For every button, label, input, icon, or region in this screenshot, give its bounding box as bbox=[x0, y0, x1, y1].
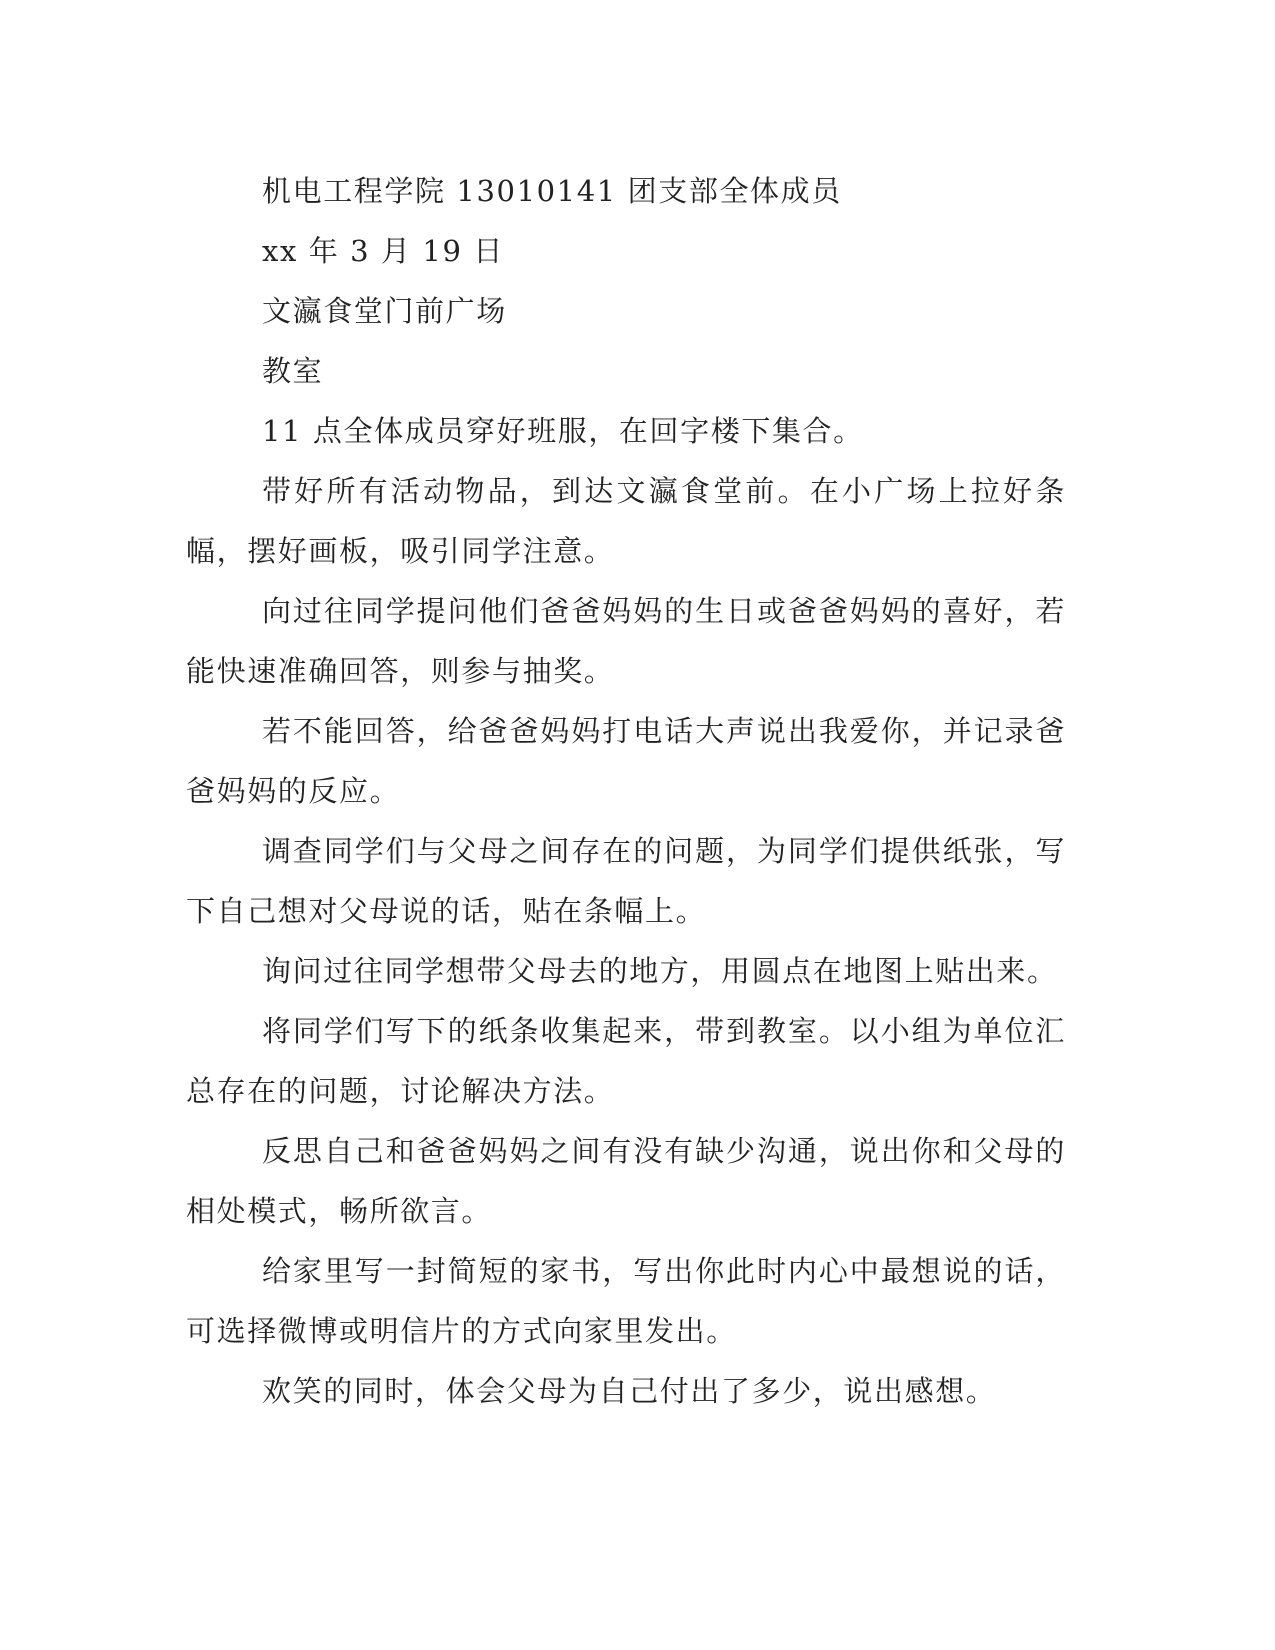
location-line: 文瀛食堂门前广场 bbox=[262, 294, 507, 328]
date-line: xx 年 3 月 19 日 bbox=[262, 234, 504, 268]
participants-line: 机电工程学院 13010141 团支部全体成员 bbox=[262, 174, 842, 208]
paragraph: 11 点全体成员穿好班服，在回字楼下集合。 bbox=[262, 414, 864, 448]
paragraph: 调查同学们与父母之间存在的问题，为同学们提供纸张，写下自己想对父母说的话，贴在条幅上。 bbox=[186, 834, 1066, 928]
paragraph: 询问过往同学想带父母去的地方，用圆点在地图上贴出来。 bbox=[262, 954, 1058, 988]
paragraph: 带好所有活动物品，到达文瀛食堂前。在小广场上拉好条幅，摆好画板，吸引同学注意。 bbox=[186, 474, 1066, 568]
paragraph: 反思自己和爸爸妈妈之间有没有缺少沟通，说出你和父母的相处模式，畅所欲言。 bbox=[186, 1134, 1066, 1228]
paragraph: 向过往同学提问他们爸爸妈妈的生日或爸爸妈妈的喜好，若能快速准确回答，则参与抽奖。 bbox=[186, 594, 1066, 688]
paragraph: 给家里写一封简短的家书，写出你此时内心中最想说的话，可选择微博或明信片的方式向家里发出。 bbox=[186, 1254, 1066, 1348]
paragraph: 将同学们写下的纸条收集起来，带到教室。以小组为单位汇总存在的问题，讨论解决方法。 bbox=[186, 1014, 1066, 1108]
document-body bbox=[186, 161, 1066, 1421]
paragraph: 若不能回答，给爸爸妈妈打电话大声说出我爱你，并记录爸爸妈妈的反应。 bbox=[186, 714, 1066, 808]
classroom-line: 教室 bbox=[262, 354, 324, 388]
paragraph: 欢笑的同时，体会父母为自己付出了多少，说出感想。 bbox=[262, 1374, 997, 1408]
